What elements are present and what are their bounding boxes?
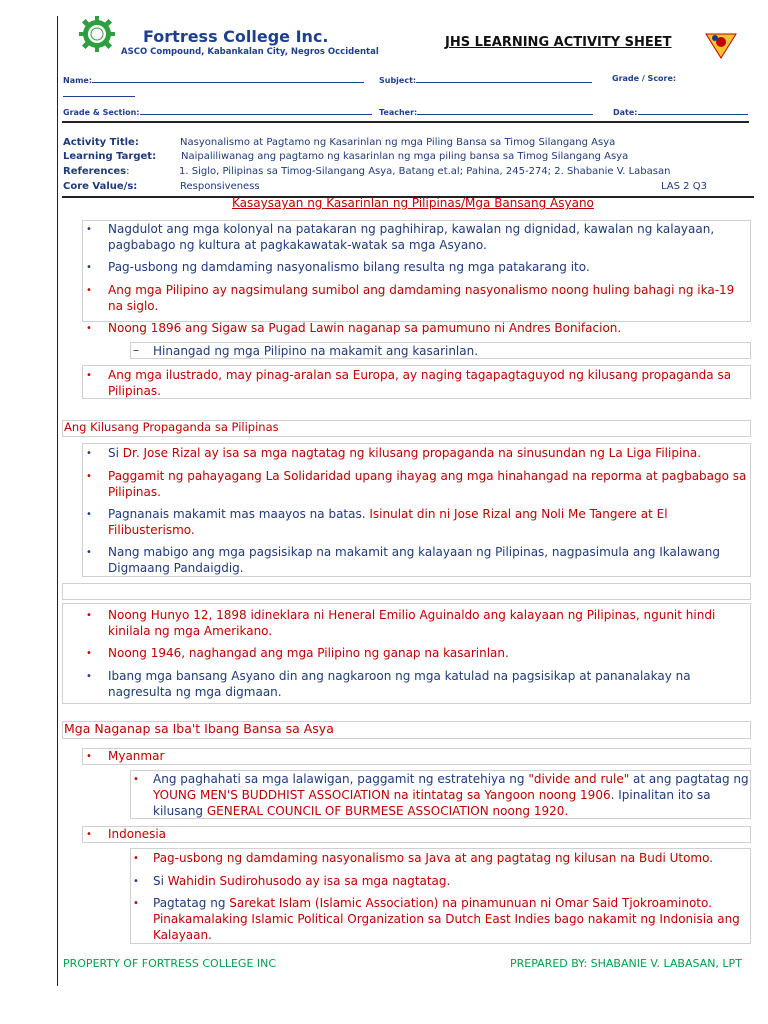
bullet: • bbox=[86, 547, 92, 558]
left-margin-line bbox=[57, 16, 58, 986]
bullet: • bbox=[86, 224, 92, 235]
bullet: • bbox=[86, 471, 92, 482]
bullet: • bbox=[86, 370, 92, 381]
core-values: Responsiveness bbox=[180, 181, 260, 192]
bullet: • bbox=[86, 448, 92, 459]
bullet: • bbox=[86, 648, 92, 659]
footer-property: PROPERTY OF FORTRESS COLLEGE INC bbox=[63, 957, 277, 970]
grade-score-label: Grade / Score: bbox=[612, 74, 677, 83]
teacher-field[interactable]: Teacher: bbox=[379, 106, 593, 117]
bullet: • bbox=[86, 671, 92, 682]
bullet: • bbox=[86, 829, 92, 840]
las-code: LAS 2 Q3 bbox=[661, 181, 707, 192]
date-field[interactable]: Date: bbox=[613, 106, 748, 117]
learning-target-label: Learning Target: bbox=[63, 151, 157, 162]
list-item: Noong 1896 ang Sigaw sa Pugad Lawin naganap sa pamumuno ni Andres Bonifacion. bbox=[108, 321, 622, 335]
main-title: Kasaysayan ng Kasarinlan ng Pilipinas/Mga Bansang Asyano bbox=[232, 196, 594, 210]
bullet: • bbox=[86, 610, 92, 621]
empty-row bbox=[62, 583, 751, 600]
activity-title-label: Activity Title: bbox=[63, 137, 139, 148]
bullet: • bbox=[86, 323, 92, 334]
list-item: Nagdulot ang mga kolonyal na patakaran ng paghihirap, kawalan ng dignidad, kawalan ng kalayaan, pagbabago ng kultura at pagkakawatak-watak sa mga Asyano. bbox=[108, 222, 715, 252]
name-field[interactable]: Name: bbox=[63, 74, 364, 85]
core-values-label: Core Value/s: bbox=[63, 181, 138, 192]
bullet: • bbox=[133, 853, 139, 864]
list-item: Si Wahidin Sudirohusodo ay isa sa mga nagtatag. bbox=[153, 874, 451, 888]
header-divider bbox=[62, 121, 749, 123]
bullet: • bbox=[133, 774, 139, 785]
list-item: Ang mga ilustrado, may pinag-aralan sa Europa, ay naging tagapagtaguyod ng kilusang propaganda sa Pilipinas. bbox=[108, 368, 732, 398]
deped-logo-icon bbox=[704, 30, 738, 60]
myanmar-text: Ang paghahati sa mga lalawigan, paggamit ng estratehiya ng "divide and rule" at ang pagtatag ng YOUNG MEN'S BUDDHIST ASSOCIATION na itintatag sa Yangoon noong 1906. Ipinalitan ito sa kilusang GENERAL COUNCIL OF BURMESE ASSOCIATION noong 1920. bbox=[153, 772, 749, 818]
references-label: References: bbox=[63, 166, 130, 177]
references: 1. Siglo, Pilipinas sa Timog-Silangang Asya, Batang et.al; Pahina, 245-274; 2. Shabanie V. Labasan bbox=[179, 166, 671, 177]
bullet: • bbox=[86, 285, 92, 296]
bullet: • bbox=[86, 751, 92, 762]
grade-section-field[interactable]: Grade & Section: bbox=[63, 106, 372, 117]
list-item: Pagnanais makamit mas maayos na batas. Isinulat din ni Jose Rizal ang Noli Me Tangere at El Filibusterismo. bbox=[108, 507, 668, 537]
bullet: • bbox=[133, 898, 139, 909]
list-item: Noong 1946, naghangad ang mga Pilipino ng ganap na kasarinlan. bbox=[108, 646, 509, 660]
propaganda-heading: Ang Kilusang Propaganda sa Pilipinas bbox=[64, 420, 279, 434]
school-address: ASCO Compound, Kabankalan City, Negros Occidental bbox=[121, 47, 379, 57]
grade-score-line[interactable] bbox=[63, 88, 135, 99]
bullet: • bbox=[133, 876, 139, 887]
list-item: Nang mabigo ang mga pagsisikap na makamit ang kalayaan ng Pilipinas, nagpasimula ang Ikalawang Digmaang Pandaigdig. bbox=[108, 545, 720, 575]
activity-title: Nasyonalismo at Pagtamo ng Kasarinlan ng mga Piling Bansa sa Timog Silangang Asya bbox=[180, 137, 616, 148]
learning-target: Naipaliliwanag ang pagtamo ng kasarinlan ng mga piling bansa sa Timog Silangang Asya bbox=[181, 151, 629, 162]
sub-item: Hinangad ng mga Pilipino na makamit ang kasarinlan. bbox=[153, 344, 479, 358]
sheet-title: JHS LEARNING ACTIVITY SHEET bbox=[445, 35, 672, 50]
country-myanmar: Myanmar bbox=[108, 749, 165, 763]
school-logo-gear-icon bbox=[79, 16, 115, 52]
list-item: Pag-usbong ng damdaming nasyonalismo bilang resulta ng mga patakarang ito. bbox=[108, 260, 590, 274]
bullet: • bbox=[86, 262, 92, 273]
school-name: Fortress College Inc. bbox=[143, 27, 329, 46]
indonesia-row bbox=[82, 826, 751, 843]
myanmar-row bbox=[82, 748, 751, 765]
list-item: Pag-usbong ng damdaming nasyonalismo sa Java at ang pagtatag ng kilusan na Budi Utomo. bbox=[153, 851, 714, 865]
asia-heading: Mga Naganap sa Iba't Ibang Bansa sa Asya bbox=[64, 721, 334, 736]
footer-prepared-by: PREPARED BY: SHABANIE V. LABASAN, LPT bbox=[510, 957, 742, 970]
list-item: Ang mga Pilipino ay nagsimulang sumibol ang damdaming nasyonalismo noong huling bahagi ng ika-19 na siglo. bbox=[108, 283, 735, 313]
bullet: • bbox=[86, 509, 92, 520]
subject-field[interactable]: Subject: bbox=[379, 74, 592, 85]
list-item: Si Dr. Jose Rizal ay isa sa mga nagtatag ng kilusang propaganda na sinusundan ng La Liga Filipina. bbox=[108, 446, 702, 460]
list-item: Paggamit ng pahayagang La Solidaridad upang ihayag ang mga hinahangad na reporma at pagbabago sa Pilipinas. bbox=[108, 469, 747, 499]
dash-icon: – bbox=[133, 343, 139, 357]
country-indonesia: Indonesia bbox=[108, 827, 167, 841]
list-item: Pagtatag ng Sarekat Islam (Islamic Association) na pinamunuan ni Omar Said Tjokroaminoto. Pinakamalaking Islamic Political Organization sa Dutch East Indies bago nakamit ng Indonisia ang Kalayaan. bbox=[153, 896, 740, 942]
list-item: Noong Hunyo 12, 1898 idineklara ni Heneral Emilio Aguinaldo ang kalayaan ng Pilipinas, ngunit hindi kinilala ng mga Amerikano. bbox=[108, 608, 716, 638]
list-item: Ibang mga bansang Asyano din ang nagkaroon ng mga katulad na pagsisikap at pananalakay na nagresulta ng mga digmaan. bbox=[108, 669, 691, 699]
